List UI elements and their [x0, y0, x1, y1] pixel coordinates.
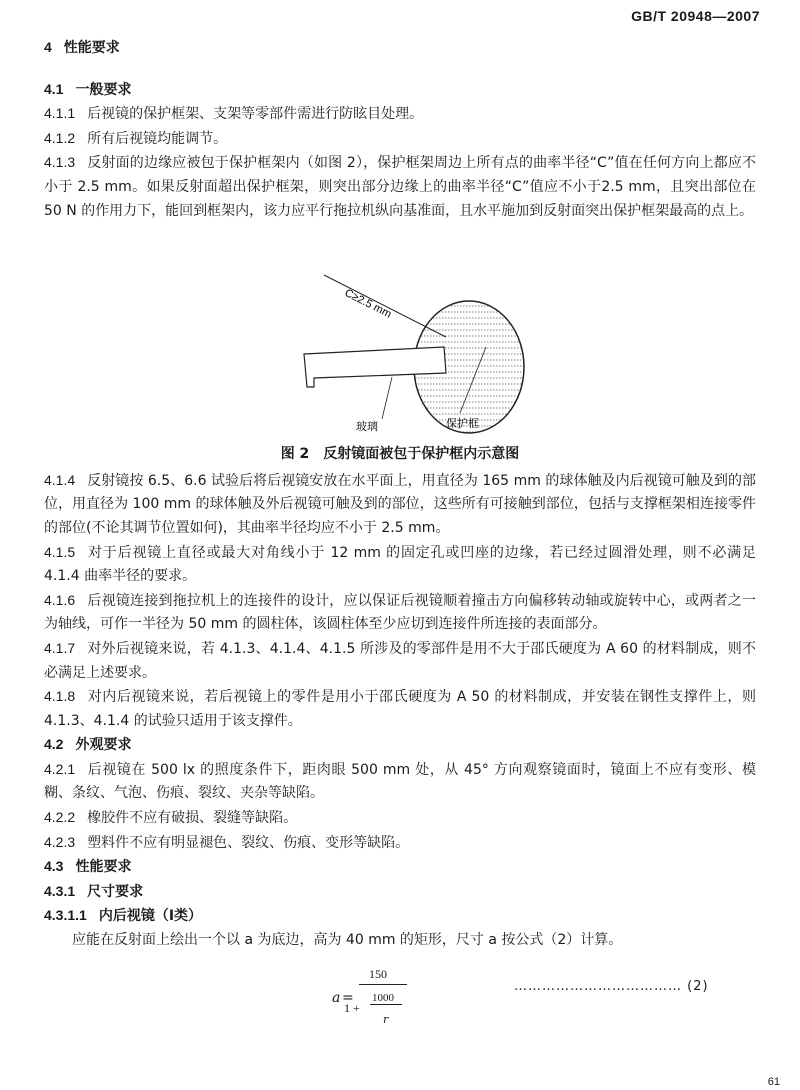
figure-caption: 图 2 反射镜面被包于保护框内示意图	[280, 446, 520, 463]
heading-4-2: 4.2 外观要求	[44, 736, 132, 754]
body-text-a: 应能在反射面上绘出一个以 a 为底边，高为 40 mm 的矩形，尺寸 a 按公式（2）计算。	[72, 932, 623, 949]
heading-4-3-1: 4.3.1 尺寸要求	[44, 882, 144, 900]
glass-leader	[382, 377, 392, 419]
mirror-frame-diagram	[274, 237, 534, 437]
clause-4-1-5: 4.1.5 对于后视镜上直径或最大对角线小于 12 mm 的固定孔或凹座的边缘，若已经过圆滑处理，则不必满足 4.1.4 曲率半径的要求。	[44, 543, 756, 585]
clause-4-1-2: 4.1.2 所有后视镜均能调节。	[44, 129, 228, 147]
formula-eq: =	[342, 989, 354, 1006]
heading-4-3-1-1: 4.3.1.1 内后视镜（Ⅰ类）	[44, 907, 203, 925]
heading-4: 4 性能要求	[44, 39, 120, 56]
formula-numerator: 150	[369, 966, 387, 981]
heading-4-1: 4.1 一般要求	[44, 80, 132, 98]
page-number: 61	[767, 1076, 780, 1088]
clause-4-2-3: 4.2.3 塑料件不应有明显褪色、裂纹、伤痕、变形等缺陷。	[44, 833, 410, 851]
formula-fraction-bar	[359, 984, 407, 985]
heading-4-3: 4.3 性能要求	[44, 858, 132, 876]
document-body	[44, 36, 756, 1035]
label-glass: 玻璃	[356, 420, 378, 434]
formula-sub-numerator: 1000	[372, 991, 394, 1004]
formula-den-prefix: 1 +	[344, 1000, 360, 1015]
label-frame: 保护框	[446, 417, 479, 431]
clause-4-1-1: 4.1.1 后视镜的保护框架、支架等零部件需进行防眩目处理。	[44, 105, 424, 123]
clause-4-1-6: 4.1.6 后视镜连接到拖拉机上的连接件的设计，应以保证后视镜顺着撞击方向偏移转动轴或旋转中心，或两者之一为轴线，可作一半径为 50 mm 的圆柱体，该圆柱体至少应切到连接件所连接的表面部分。	[44, 591, 756, 633]
clause-4-1-7: 4.1.7 对外后视镜来说，若 4.1.3、4.1.4、4.1.5 所涉及的零部件是用不大于邵氏硬度为 A 60 的材料制成，则不必满足上述要求。	[44, 639, 756, 681]
formula-label: ……………………………… (2)	[514, 978, 709, 994]
formula-sub-denominator: r	[383, 1012, 389, 1026]
figure-2	[44, 237, 756, 437]
clause-4-2-2: 4.2.2 橡胶件不应有破损、裂缝等缺陷。	[44, 809, 298, 827]
formula-lhs: a	[332, 989, 341, 1006]
clause-4-1-8: 4.1.8 对内后视镜来说，若后视镜上的零件是用小于邵氏硬度为 A 50 的材料制成，并安装在钢性支撑件上，则 4.1.3、4.1.4 的试验只适用于该支撑件。	[44, 688, 756, 729]
standard-code: GB/T 20948—2007	[631, 8, 760, 24]
clause-4-2-1: 4.2.1 后视镜在 500 lx 的照度条件下，距肉眼 500 mm 处，从 45° 方向观察镜面时，镜面上不应有变形、模糊、条纹、气泡、伤痕、裂纹、夹杂等缺陷。	[44, 760, 756, 802]
dimension-label: C≥2.5 mm	[342, 287, 394, 321]
clause-4-1-4: 4.1.4 反射镜按 6.5、6.6 试验后将后视镜安放在水平面上，用直径为 165 mm 的球体触及内后视镜可触及到的部位，用直径为 100 mm 的球体触及外后视镜可触及到的部位，这些所有可接触到部位，包括与支撑框架相连接零件的部位(不论其调节位置如何)，其曲率半径均应不小于 2.5 mm。	[44, 471, 756, 536]
formula-2	[44, 957, 756, 1035]
clause-4-1-3: 4.1.3 反射面的边缘应被包于保护框架内（如图 2），保护框架周边上所有点的曲率半径“C”值在任何方向上都应不小于 2.5 mm。如果反射面超出保护框架，则突出部分边缘上的曲率半径“C”值应不小于2.5 mm，且突出部位在 50 N 的作用力下，能回到框架内，该力应平行拖拉机纵向基准面，且水平施加到反射面突出保护框架最高的点上。	[44, 154, 756, 219]
formula-sub-bar	[370, 1004, 402, 1005]
